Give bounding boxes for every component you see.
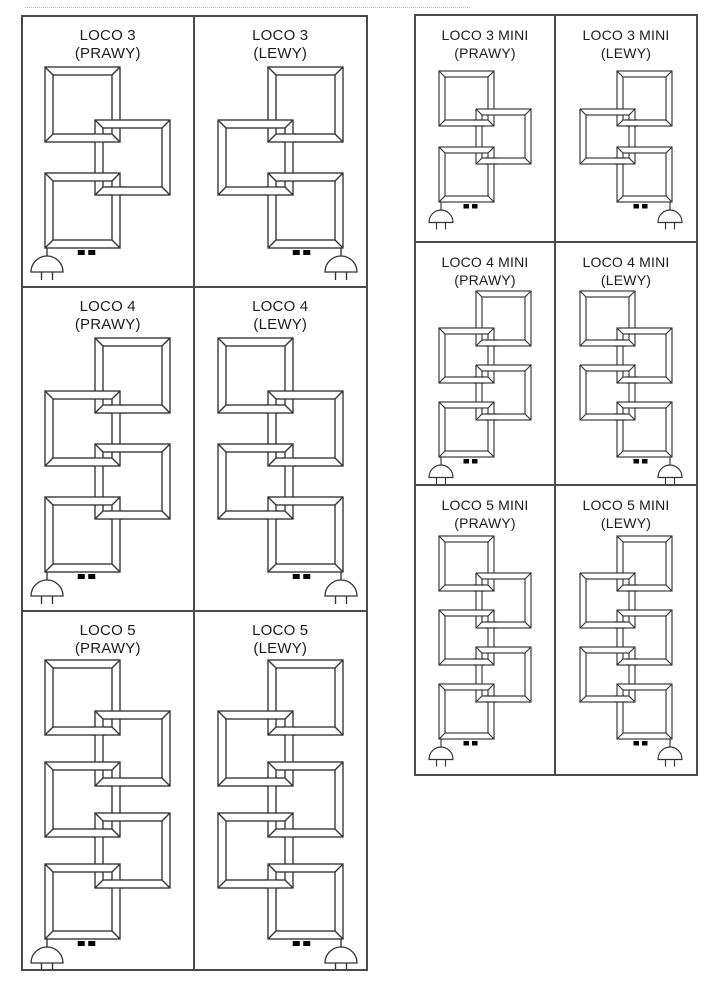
model-variant: (PRAWY) — [74, 316, 141, 333]
model-title — [75, 17, 141, 63]
plug-icon — [31, 939, 63, 969]
plug-icon — [658, 457, 682, 485]
radiator-drawing — [561, 289, 691, 486]
square-frame — [218, 444, 293, 519]
square-frame — [580, 291, 635, 346]
plug-icon — [325, 572, 357, 604]
radiator-drawing — [199, 65, 362, 285]
square-frame — [439, 536, 494, 591]
square-frame — [476, 365, 531, 420]
square-frame — [617, 71, 672, 126]
heater-connectors-icon — [78, 574, 96, 579]
model-title — [442, 243, 529, 289]
heater-connectors-icon — [634, 459, 648, 464]
cell-loco-4-prawy — [23, 288, 195, 612]
plug-icon — [658, 739, 682, 767]
cell-loco-3-mini-lewy — [556, 16, 696, 243]
heater-connectors-icon — [293, 250, 311, 255]
square-frame — [45, 864, 120, 939]
plug-icon — [325, 248, 357, 280]
square-frame — [476, 573, 531, 628]
model-title — [75, 288, 141, 334]
model-variant: (LEWY) — [600, 515, 652, 531]
model-name: LOCO 4 — [252, 298, 309, 315]
model-variant: (PRAWY) — [454, 45, 516, 61]
heater-connectors-icon — [78, 250, 96, 255]
model-title — [583, 16, 670, 62]
heater-connectors-icon — [464, 204, 478, 209]
cell-loco-4-lewy — [195, 288, 367, 612]
model-name: LOCO 5 — [79, 622, 136, 639]
square-frame — [268, 497, 343, 572]
square-frame — [439, 328, 494, 383]
model-variant: (LEWY) — [600, 272, 652, 288]
square-frame — [268, 173, 343, 248]
plug-icon — [658, 202, 682, 230]
model-title — [252, 288, 308, 334]
model-name: LOCO 3 MINI — [582, 27, 670, 43]
model-name: LOCO 3 — [79, 27, 136, 44]
model-table-mini — [414, 14, 698, 776]
cell-loco-3-lewy — [195, 17, 367, 288]
model-variant: (LEWY) — [600, 45, 652, 61]
square-frame — [45, 391, 120, 466]
square-frame — [45, 173, 120, 248]
square-frame — [617, 536, 672, 591]
model-variant: (LEWY) — [253, 640, 308, 657]
square-frame — [439, 147, 494, 202]
heater-connectors-icon — [634, 204, 648, 209]
heater-connectors-icon — [634, 741, 648, 746]
square-frame — [580, 647, 635, 702]
square-frame — [476, 109, 531, 164]
model-name: LOCO 5 — [252, 622, 309, 639]
cell-loco-4-mini-lewy — [556, 243, 696, 486]
model-name: LOCO 4 MINI — [441, 254, 529, 270]
radiator-drawing — [26, 65, 189, 285]
cell-loco-5-mini-prawy — [416, 486, 556, 774]
model-name: LOCO 3 — [252, 27, 309, 44]
square-frame — [95, 813, 170, 888]
cell-loco-5-mini-lewy — [556, 486, 696, 774]
model-title — [442, 16, 529, 62]
plug-icon — [429, 457, 453, 485]
heater-connectors-icon — [464, 741, 478, 746]
square-frame — [268, 67, 343, 142]
model-title — [252, 17, 308, 63]
cell-loco-5-prawy — [23, 612, 195, 969]
plug-icon — [31, 248, 63, 280]
model-variant: (LEWY) — [253, 45, 308, 62]
model-title — [252, 612, 308, 658]
model-title — [583, 486, 670, 532]
model-name: LOCO 5 MINI — [441, 497, 529, 513]
model-variant: (PRAWY) — [74, 45, 141, 62]
square-frame — [580, 573, 635, 628]
heater-connectors-icon — [293, 574, 311, 579]
radiator-drawing — [26, 336, 189, 609]
square-frame — [617, 328, 672, 383]
square-frame — [439, 610, 494, 665]
radiator-drawing — [420, 534, 550, 772]
radiator-drawing — [26, 658, 189, 969]
square-frame — [45, 762, 120, 837]
square-frame — [95, 711, 170, 786]
square-frame — [268, 762, 343, 837]
cell-loco-3-mini-prawy — [416, 16, 556, 243]
cell-loco-3-prawy — [23, 17, 195, 288]
square-frame — [95, 444, 170, 519]
square-frame — [95, 338, 170, 413]
plug-icon — [429, 202, 453, 230]
square-frame — [218, 120, 293, 195]
plug-icon — [325, 939, 357, 969]
radiator-drawing — [420, 289, 550, 486]
radiator-drawing — [199, 336, 362, 609]
model-title — [442, 486, 529, 532]
plug-icon — [31, 572, 63, 604]
square-frame — [45, 497, 120, 572]
square-frame — [268, 391, 343, 466]
model-name: LOCO 5 MINI — [582, 497, 670, 513]
model-variant: (LEWY) — [253, 316, 308, 333]
model-title — [75, 612, 141, 658]
square-frame — [439, 71, 494, 126]
square-frame — [617, 147, 672, 202]
heater-connectors-icon — [78, 941, 96, 946]
plug-icon — [429, 739, 453, 767]
square-frame — [45, 67, 120, 142]
radiator-drawing — [561, 534, 691, 772]
heater-connectors-icon — [293, 941, 311, 946]
page-top-dotted-line — [25, 7, 470, 8]
square-frame — [476, 291, 531, 346]
square-frame — [218, 813, 293, 888]
radiator-drawing — [561, 69, 691, 235]
model-name: LOCO 4 MINI — [582, 254, 670, 270]
square-frame — [580, 365, 635, 420]
square-frame — [218, 711, 293, 786]
square-frame — [580, 109, 635, 164]
square-frame — [45, 660, 120, 735]
square-frame — [617, 402, 672, 457]
square-frame — [439, 402, 494, 457]
square-frame — [617, 684, 672, 739]
square-frame — [268, 864, 343, 939]
square-frame — [439, 684, 494, 739]
cell-loco-5-lewy — [195, 612, 367, 969]
model-variant: (PRAWY) — [454, 272, 516, 288]
model-title — [583, 243, 670, 289]
model-name: LOCO 3 MINI — [441, 27, 529, 43]
model-name: LOCO 4 — [79, 298, 136, 315]
model-variant: (PRAWY) — [74, 640, 141, 657]
square-frame — [268, 660, 343, 735]
radiator-drawing — [199, 658, 362, 969]
model-table-standard — [21, 15, 368, 971]
square-frame — [95, 120, 170, 195]
model-variant: (PRAWY) — [454, 515, 516, 531]
radiator-drawing — [420, 69, 550, 235]
square-frame — [218, 338, 293, 413]
heater-connectors-icon — [464, 459, 478, 464]
cell-loco-4-mini-prawy — [416, 243, 556, 486]
square-frame — [617, 610, 672, 665]
square-frame — [476, 647, 531, 702]
